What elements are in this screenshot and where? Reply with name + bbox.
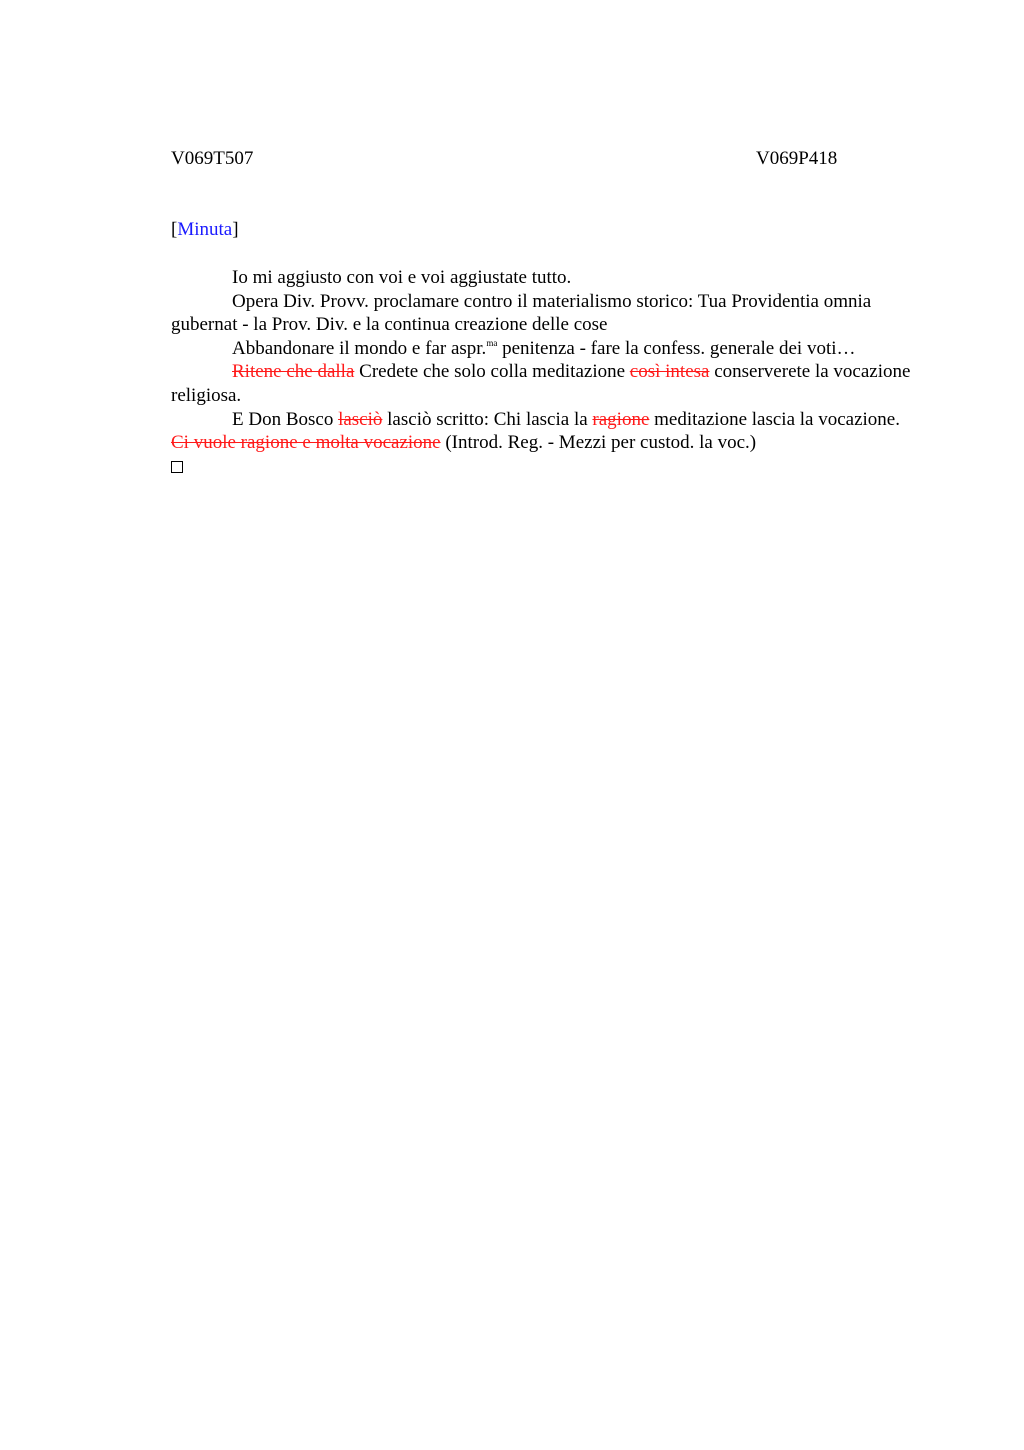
paragraph-4 <box>171 360 916 407</box>
superscript-ma: ma <box>486 337 498 348</box>
open-bracket: [ <box>171 219 178 240</box>
document-code-left: V069T507 <box>171 148 254 169</box>
paragraph-3 <box>171 337 916 361</box>
paragraph-5-text-c: meditazione lascia la vocazione. <box>649 408 900 430</box>
paragraph-5-text-a: E Don Bosco <box>232 408 339 430</box>
deleted-text: lasciò <box>338 408 383 430</box>
minuta-label <box>171 219 239 241</box>
document-body <box>171 266 916 479</box>
paragraph-2: Opera Div. Provv. proclamare contro il materialismo storico: Tua Providentia omnia gubernat - la Prov. Div. e la continua creazione delle cose <box>171 290 872 336</box>
paragraph-5 <box>171 408 916 455</box>
document-code-right: V069P418 <box>756 148 838 169</box>
deleted-text: ragione <box>592 408 650 430</box>
paragraph-4-text-b: conserverete la vocazione religiosa. <box>171 361 911 406</box>
paragraph-1: Io mi aggiusto con voi e voi aggiustate tutto. <box>232 267 572 288</box>
close-bracket: ] <box>232 219 239 240</box>
deleted-text: Ci vuole ragione e molta vocazione <box>171 432 441 454</box>
paragraph-5-text-d: (Introd. Reg. - Mezzi per custod. la voc.) <box>440 432 757 454</box>
paragraph-5-text-b: lasciò scritto: Chi lascia la <box>382 408 593 430</box>
deleted-text: così intesa <box>629 361 710 383</box>
minuta-word: Minuta <box>177 219 233 240</box>
end-of-text-box-icon <box>171 455 916 480</box>
deleted-text: Ritene che dalla <box>232 361 355 383</box>
paragraph-3-text-a: Abbandonare il mondo e far aspr. <box>232 337 487 359</box>
paragraph-4-text-a: Credete che solo colla meditazione <box>354 361 630 383</box>
paragraph-3-text-b: penitenza - fare la confess. generale dei voti… <box>497 337 856 359</box>
